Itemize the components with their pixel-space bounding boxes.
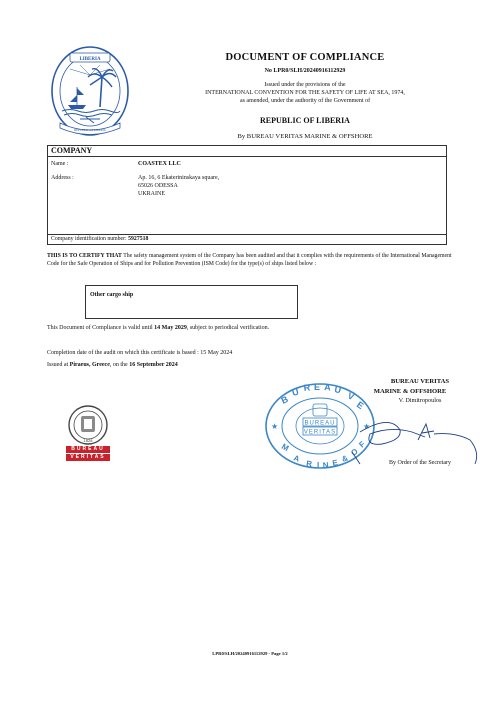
issued-at-line (47, 362, 457, 368)
validity-prefix: This Document of Compliance is valid until (47, 325, 153, 331)
svg-text:B: B (279, 394, 290, 406)
issued-date: 16 September 2024 (129, 362, 178, 368)
convention-line: INTERNATIONAL CONVENTION FOR THE SAFETY OF LIFE AT SEA, 1974, (205, 90, 405, 96)
company-header: COMPANY (48, 146, 446, 157)
svg-text:E: E (331, 458, 339, 468)
company-id-value: 5927518 (128, 236, 149, 242)
svg-text:REPUBLIC OF LIBERIA: REPUBLIC OF LIBERIA (74, 128, 106, 132)
authority-line: as amended, under the authority of the Government of (239, 98, 371, 104)
bv-wordmark-line2: VERITAS (66, 454, 110, 461)
issued-place: Piraeus, Greece (69, 362, 110, 368)
company-id-label: Company identification number: (51, 236, 127, 242)
svg-text:A: A (292, 453, 301, 464)
validity-date: 14 May 2029 (154, 325, 187, 331)
signature-org-line2: MARINE & OFFSHORE (373, 388, 447, 395)
svg-text:R: R (303, 382, 311, 393)
address-label: Address : (51, 175, 74, 181)
svg-text:E: E (354, 399, 366, 412)
svg-text:I: I (317, 461, 320, 470)
svg-text:1828: 1828 (83, 438, 93, 443)
issued-prefix: Issued at (47, 362, 69, 368)
page-footer: LPR0/SLH/20240916112929 - Page 1/2 (212, 651, 288, 656)
certify-body: The safety management system of the Company has been audited and that it complies with the requirements of the International Management Code for the Safe Operation of Ships and for Pollution Prevention (ISM Code) for the type(s) of ships listed below : (47, 253, 452, 267)
document-number: No LPR0/SLH/20240916112929 (264, 68, 346, 74)
ship-type-box (85, 285, 298, 319)
svg-text:LIBERIA: LIBERIA (79, 57, 101, 62)
company-section (47, 145, 447, 245)
svg-text:&: & (340, 453, 350, 464)
svg-text:O: O (349, 446, 360, 458)
issuer-line: By BUREAU VERITAS MARINE & OFFSHORE (237, 133, 373, 140)
svg-text:M: M (280, 441, 291, 454)
liberia-seal-icon (50, 45, 130, 137)
validity-statement (47, 325, 457, 331)
issued-provision-line: Issued under the provisions of the (264, 82, 346, 88)
republic-heading: REPUBLIC OF LIBERIA (260, 116, 350, 125)
issued-middle: , on the (109, 362, 128, 368)
svg-text:N: N (322, 460, 329, 470)
svg-text:★: ★ (271, 422, 279, 431)
svg-text:E: E (314, 382, 321, 392)
name-label: Name : (51, 161, 69, 167)
company-name: COASTEX LLC (138, 161, 181, 167)
svg-text:U: U (290, 386, 300, 398)
certify-lead: THIS IS TO CERTIFY THAT (47, 253, 122, 259)
signature-org-line1: BUREAU VERITAS (390, 378, 450, 385)
svg-text:A: A (323, 382, 332, 393)
ship-type: Other cargo ship (90, 292, 134, 298)
audit-completion: Completion date of the audit on which this certificate is based : 15 May 2024 (47, 350, 233, 356)
svg-text:★: ★ (363, 422, 371, 431)
svg-text:R: R (305, 459, 313, 469)
certification-text (47, 252, 452, 268)
company-id-row (48, 234, 446, 244)
bureau-veritas-logo-icon (66, 403, 110, 447)
svg-text:F: F (357, 439, 367, 450)
address-line1: Ap. 16, 6 Ekaterininskaya square, (138, 175, 220, 181)
signer-name: V. Dimitropoulos (398, 397, 442, 404)
address-line2: 65026 ODESSA (138, 183, 178, 189)
svg-text:VERITAS: VERITAS (303, 429, 337, 436)
by-order-line: By Order of the Secretary (389, 460, 451, 466)
svg-text:U: U (333, 384, 343, 396)
svg-text:BUREAU: BUREAU (304, 420, 336, 427)
validity-suffix: , subject to periodical verification. (186, 325, 270, 331)
bv-wordmark-line1: BUREAU (66, 446, 110, 453)
address-line3: UKRAINE (138, 191, 165, 197)
bureau-veritas-wordmark (66, 446, 110, 463)
svg-text:V: V (346, 390, 356, 403)
document-title: DOCUMENT OF COMPLIANCE (225, 52, 385, 63)
